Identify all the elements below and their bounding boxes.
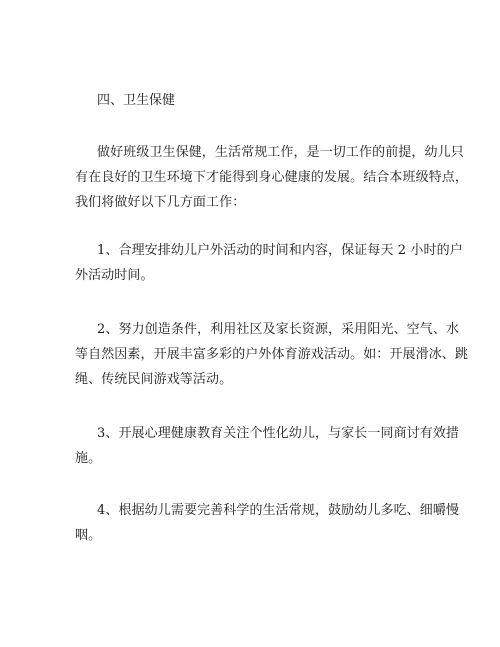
paragraph-line: 做好班级卫生保健，生活常规工作，是一切工作的前提，幼儿只 [97, 145, 464, 160]
paragraph-line: 绳、传统民间游戏等活动。 [75, 372, 233, 387]
paragraph-line: 4、根据幼儿需要完善科学的生活常规，鼓励幼儿多吃、细嚼慢 [97, 503, 460, 518]
paragraph-line: 外活动时间。 [75, 268, 154, 283]
section-heading: 四、卫生保健 [97, 93, 176, 108]
paragraph-line: 施。 [75, 451, 102, 466]
paragraph-line: 有在良好的卫生环境下才能得到身心健康的发展。结合本班级特点， [75, 170, 469, 185]
paragraph-line: 1、合理安排幼儿户外活动的时间和内容，保证每天 2 小时的户 [97, 243, 463, 258]
paragraph-item-2 [75, 317, 469, 392]
paragraph-line: 等自然因素，开展丰富多彩的户外体育游戏活动。如：开展滑冰、跳 [75, 347, 469, 362]
paragraph-item-4 [75, 498, 460, 548]
paragraph-item-3 [75, 421, 460, 471]
paragraph-line: 2、努力创造条件，利用社区及家长资源，采用阳光、空气、水 [97, 322, 460, 337]
paragraph-item-1 [75, 238, 463, 288]
paragraph-line: 我们将做好以下几方面工作： [75, 195, 246, 210]
paragraph-intro [75, 140, 469, 215]
paragraph-line: 咽。 [75, 528, 102, 543]
paragraph-line: 3、开展心理健康教育关注个性化幼儿，与家长一同商讨有效措 [97, 426, 460, 441]
